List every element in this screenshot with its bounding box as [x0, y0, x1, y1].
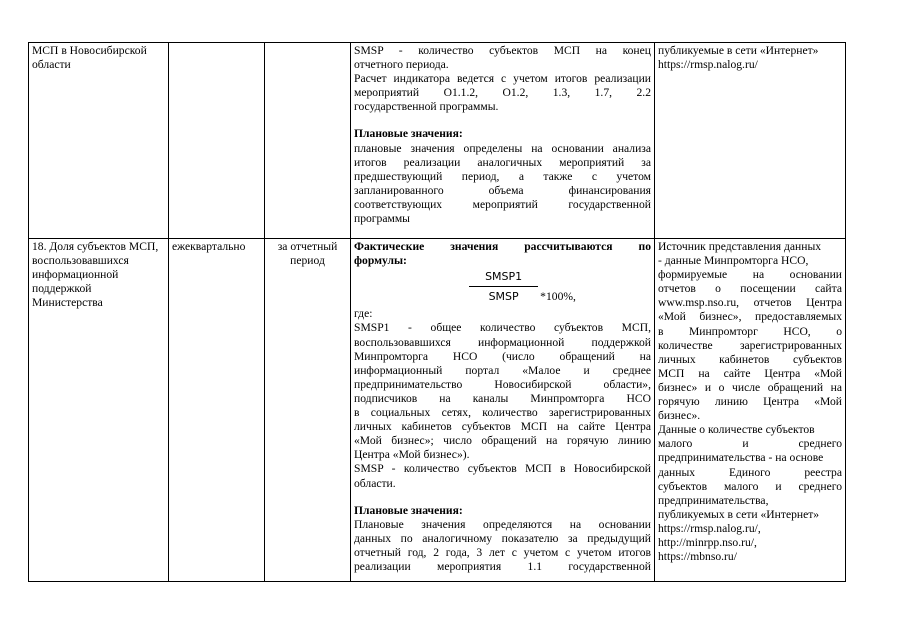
indicator-cell	[29, 43, 169, 239]
source-line: https://rmsp.nalog.ru/,	[658, 521, 761, 535]
formula-numerator: SMSP1	[469, 270, 538, 287]
frequency-text: ежеквартально	[172, 240, 246, 253]
method-line: отчетного периода.	[354, 58, 449, 72]
source-line: www.msp.nso.ru, отчетов Центра	[658, 296, 842, 310]
formula	[354, 270, 651, 304]
method-line: SMSP1 - общее количество субъектов МСП,	[354, 321, 651, 335]
plan-line: плановые значения определены на основании анализа	[354, 141, 651, 155]
source-line: личных кабинетов субъектов	[658, 352, 842, 366]
method-line: SMSP - количество субъектов МСП в Новосибирской	[354, 462, 651, 476]
method-line: в социальных сетях, количество зарегистрированных	[354, 406, 651, 420]
source-line: публикуемые в сети «Интернет»	[658, 44, 819, 57]
plan-line: запланированного объема финансирования	[354, 183, 651, 197]
source-line: бизнес» и о числе обращений на	[658, 380, 842, 394]
source-line: Источник представления данных	[658, 240, 822, 253]
plan-line: реализации мероприятия 1.1 государственной	[354, 559, 651, 573]
method-line: информационный портал «Малое и среднее	[354, 363, 651, 377]
source-line: количестве зарегистрированных	[658, 338, 842, 352]
method-line: области.	[354, 476, 396, 490]
method-line: Расчет индикатора ведется с учетом итогов реализации	[354, 72, 651, 86]
plan-line: соответствующих мероприятий государственной	[354, 197, 651, 211]
plan-line: данных по аналогичному показателю за предыдущий	[354, 531, 651, 545]
source-line: в Минпромторг НСО, о	[658, 324, 842, 338]
method-line: воспользовавшихся информационной поддержкой	[354, 335, 651, 349]
indicators-table	[28, 42, 846, 582]
source-line: горячую линию Центра «Мой	[658, 395, 842, 409]
plan-line: программы	[354, 212, 410, 226]
source-line: данных Единого реестра	[658, 465, 842, 479]
method-line: Минпромторга НСО (число обращений на	[354, 349, 651, 363]
method-line: мероприятий О1.1.2, О1.2, 1.3, 1.7, 2.2	[354, 86, 651, 100]
plan-line: предшествующий период, а также с учетом	[354, 169, 651, 183]
table-row	[29, 43, 846, 239]
source-line: МСП на сайте Центра «Мой	[658, 366, 842, 380]
source-line: https://rmsp.nalog.ru/	[658, 58, 758, 72]
source-line: формируемые на основании	[658, 268, 842, 282]
formula-fraction	[469, 270, 538, 304]
period-cell	[265, 239, 351, 582]
method-cell	[351, 43, 655, 239]
formula-suffix: *100%,	[540, 290, 576, 304]
indicator-cell	[29, 239, 169, 582]
source-line: - данные Минпромторга НСО,	[658, 254, 809, 268]
method-cell	[351, 239, 655, 582]
frequency-cell	[169, 43, 265, 239]
method-heading-line: Фактические значения рассчитываются по	[354, 240, 651, 253]
indicator-name: 18. Доля субъектов МСП, воспользовавшихся информационной поддержкой Министерства	[32, 240, 159, 310]
plan-line: итогов реализации аналогичных мероприятий за	[354, 155, 651, 169]
method-line: личных кабинетов субъектов МСП на сайте Центра	[354, 420, 651, 434]
source-cell	[655, 239, 846, 582]
indicator-name: МСП в Новосибирской области	[32, 44, 147, 72]
plan-heading: Плановые значения:	[354, 503, 463, 517]
plan-line: отчетный год, 2 года, 3 лет с учетом с учетом итогов	[354, 545, 651, 559]
where-label: где:	[354, 307, 373, 321]
source-line: малого и среднего	[658, 437, 842, 451]
method-heading-line: формулы:	[354, 254, 407, 268]
method-line: Центра «Мой бизнес»).	[354, 448, 470, 462]
method-line: SMSP - количество субъектов МСП на конец	[354, 44, 651, 57]
source-line: http://minrpp.nso.ru/,	[658, 535, 757, 549]
period-cell	[265, 43, 351, 239]
source-line: Данные о количестве субъектов	[658, 423, 815, 437]
source-line: отчетов о посещении сайта	[658, 282, 842, 296]
source-line: предпринимательства,	[658, 493, 769, 507]
method-line: государственной программы.	[354, 100, 499, 114]
method-line: подписчиков на каналы Минпромторга НСО	[354, 391, 651, 405]
formula-denominator: SMSP	[488, 290, 519, 304]
source-line: https://mbnso.ru/	[658, 550, 737, 564]
source-line: субъектов малого и среднего	[658, 479, 842, 493]
plan-line: Плановые значения определяются на основании	[354, 517, 651, 531]
table-row	[29, 239, 846, 582]
source-line: предпринимательства - на основе	[658, 451, 824, 465]
plan-heading: Плановые значения:	[354, 127, 463, 141]
frequency-cell	[169, 239, 265, 582]
method-line: «Мой бизнес»; число обращений на горячую линию	[354, 434, 651, 448]
period-text: за отчетный период	[277, 240, 338, 268]
source-cell	[655, 43, 846, 239]
source-line: публикуемых в сети «Интернет»	[658, 507, 820, 521]
source-line: «Мой бизнес», предоставляемых	[658, 310, 842, 324]
method-line: предпринимательство Новосибирской области»,	[354, 377, 651, 391]
source-line: бизнес».	[658, 409, 701, 423]
